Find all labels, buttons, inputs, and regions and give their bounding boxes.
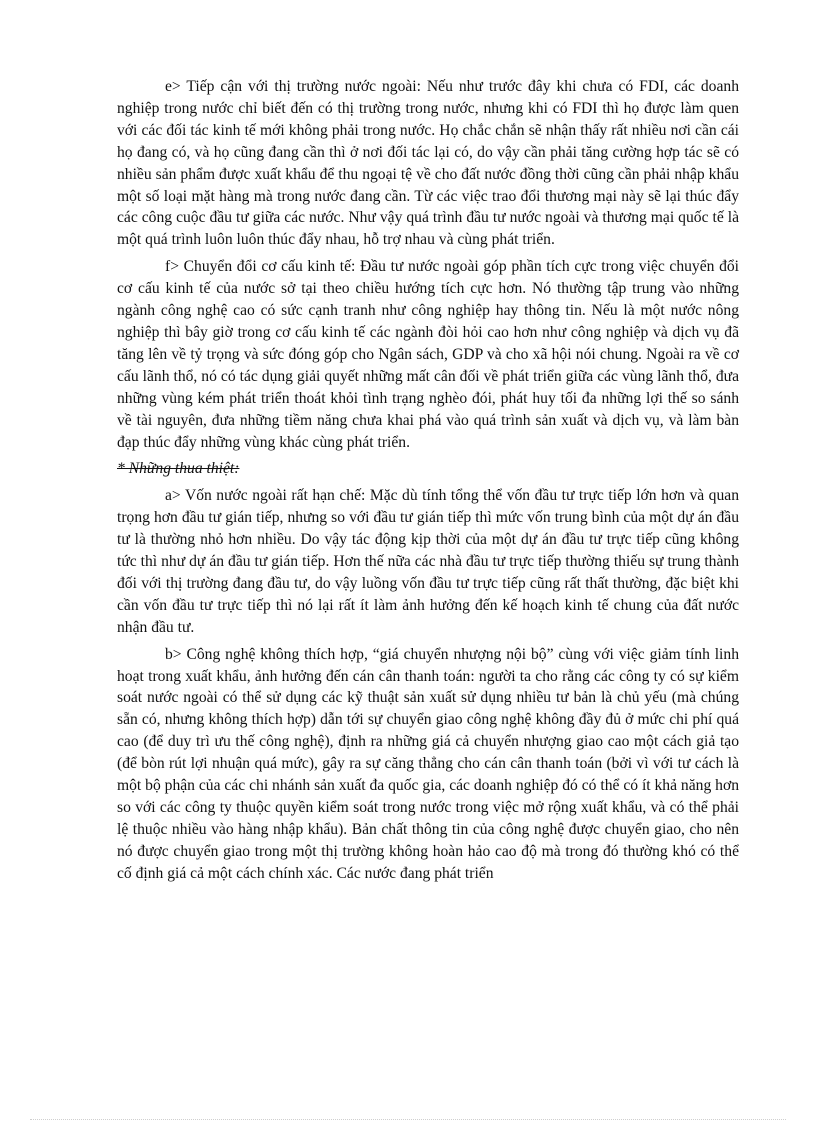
paragraph-limited-capital: a> Vốn nước ngoài rất hạn chế: Mặc dù tính tổng thể vốn đầu tư trực tiếp lớn hơn và quan trọng hơn đầu tư gián tiếp, nhưng so với đầu tư gián tiếp thì mức vốn trung bình của một dự án đầu tư là thường nhỏ hơn nhiều. Do vậy tác động kịp thời của một dự án đầu tư trực tiếp cũng không tức thì như dự án đầu tư gián tiếp. Hơn thế nữa các nhà đầu tư trực tiếp thường thiếu sự trung thành đối với thị trường đang đầu tư, do vậy luồng vốn đầu tư trực tiếp cũng rất thất thường, đặc biệt khi cần vốn đầu tư trực tiếp thì nó lại rất ít làm ảnh hưởng đến kế hoạch kinh tế chung của đất nước nhận đầu tư. bbox=[117, 487, 739, 636]
paragraph-inappropriate-technology: b> Công nghệ không thích hợp, “giá chuyển nhượng nội bộ” cùng với việc giảm tính linh hoạt trong xuất khẩu, ảnh hưởng đến cán cân thanh toán: người ta cho rằng các công ty có sự kiểm soát nước ngoài có thể sử dụng các kỹ thuật sản xuất sử dụng nhiều tư bản là chủ yếu (mà chúng sẵn có, nhưng không thích hợp) dẫn tới sự chuyển giao công nghệ không đầy đủ ở mức chi phí quá cao (để duy trì ưu thế công nghệ), định ra những giá cả chuyển nhượng giao cao một cách giả tạo (để bòn rút lợi nhuận quá mức), gây ra sự căng thẳng cho cán cân thanh toán (bởi vì với tư cách là một bộ phận của các chi nhánh sản xuất đa quốc gia, các doanh nghiệp đó có thể có ít khả năng hơn so với các công ty thuộc quyền kiểm soát trong nước trong việc mở rộng xuất khẩu, và có thể phải lệ thuộc nhiều vào hàng nhập khẩu). Bản chất thông tin của công nghệ được chuyển giao, cho nên nó được chuyển giao trong một thị trường không hoàn hảo cao độ mà trong đó thường khó có thể cố định giá cả một cách chính xác. Các nước đang phát triển bbox=[117, 645, 739, 882]
page-bottom-divider bbox=[30, 1119, 786, 1120]
paragraph-market-access: e> Tiếp cận với thị trường nước ngoài: Nếu như trước đây khi chưa có FDI, các doanh nghiệp trong nước chỉ biết đến có thị trường trong nước, nhưng khi có FDI thì họ được làm quen với các đối tác kinh tế mới không phải trong nước. Họ chắc chắn sẽ nhận thấy rất nhiều nơi cần cái họ đang có, và họ cũng đang cần thì ở nơi đối tác lại có, do vậy cần phải tăng cường hợp tác sẽ có nhiều sản phẩm được xuất khẩu để thu ngoại tệ về cho đất nước đồng thời cũng cần phải nhập khẩu một số loại mặt hàng mà trong nước đang cần. Từ các việc trao đổi thương mại này sẽ lại thúc đẩy các công cuộc đầu tư giữa các nước. Như vậy quá trình đầu tư nước ngoài và thương mại quốc tế là một quá trình luôn luôn thúc đẩy nhau, hỗ trợ nhau và cùng phát triển. bbox=[117, 78, 739, 249]
section-heading-disadvantages: * Những thua thiệt: bbox=[117, 460, 240, 478]
paragraph-economic-restructuring: f> Chuyển đổi cơ cấu kinh tế: Đầu tư nước ngoài góp phần tích cực trong việc chuyển đổi cơ cấu kinh tế của nước sở tại theo chiều hướng tích cực hơn. Nó thường tập trung vào những ngành công nghệ cao có sức cạnh tranh như công nghiệp hay thông tin. Nếu là một nước nông nghiệp thì bây giờ trong cơ cấu kinh tế các ngành đòi hỏi cao hơn như công nghiệp và dịch vụ đã tăng lên về tỷ trọng và sức đóng góp cho Ngân sách, GDP và cho xã hội nói chung. Ngoài ra về cơ cấu lãnh thổ, nó có tác dụng giải quyết những mất cân đối về phát triển giữa các vùng lãnh thổ, đưa những vùng kém phát triển thoát khỏi tình trạng nghèo đói, phát huy tối đa những lợi thế so sánh về tài nguyên, đưa những tiềm năng chưa khai phá vào quá trình sản xuất và dịch vụ, và làm bàn đạp thúc đẩy những vùng khác cùng phát triển. bbox=[117, 258, 739, 451]
document-body bbox=[117, 76, 739, 890]
